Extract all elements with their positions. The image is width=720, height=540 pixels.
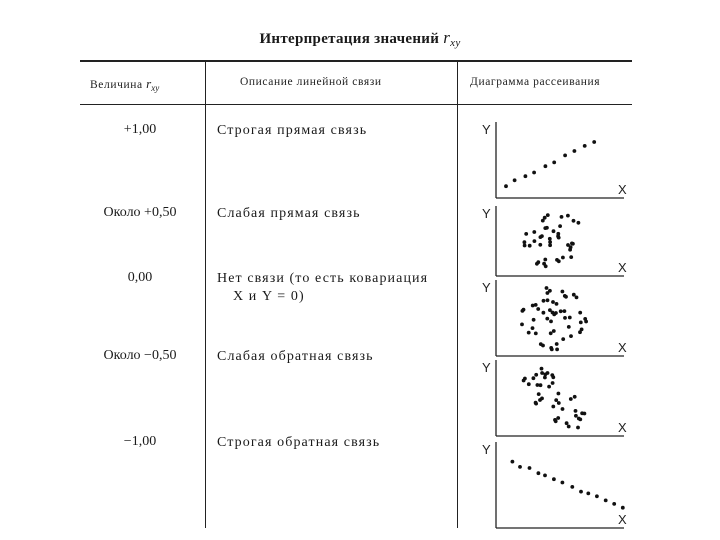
- scatter-point-3-15: [563, 316, 567, 320]
- scatter-point-4-17: [554, 398, 558, 402]
- scatter-point-3-19: [552, 329, 556, 333]
- y-axis-label-1: Y: [482, 122, 491, 137]
- table-title: [0, 28, 720, 48]
- scatter-point-3-26: [552, 313, 556, 317]
- scatter-point-5-3: [528, 466, 532, 470]
- header-diagram: Диаграмма рассеивания: [470, 76, 601, 88]
- header-rule: [80, 104, 632, 105]
- scatter-point-4-30: [537, 392, 541, 396]
- scatter-point-4-39: [565, 421, 569, 425]
- scatter-point-5-13: [612, 502, 616, 506]
- scatter-point-2-31: [535, 262, 539, 266]
- scatter-point-2-16: [577, 221, 581, 225]
- scatter-point-5-10: [586, 492, 590, 496]
- scatter-point-2-36: [561, 256, 565, 260]
- scatter-point-3-2: [572, 293, 576, 297]
- scatter-point-2-32: [572, 219, 576, 223]
- header-value-variable: r: [146, 76, 152, 91]
- scatter-point-3-8: [567, 325, 571, 329]
- scatter-point-4-32: [561, 407, 565, 411]
- y-axis-label-4: Y: [482, 360, 491, 375]
- row-2-value: Около +0,50: [103, 205, 177, 220]
- title-subscript: xy: [450, 37, 461, 49]
- scatter-point-2-24: [546, 213, 550, 217]
- scatter-point-5-11: [595, 494, 599, 498]
- scatter-point-3-33: [583, 317, 587, 321]
- scatter-point-2-30: [557, 236, 561, 240]
- scatter-point-1-3: [524, 174, 528, 178]
- scatter-point-5-2: [518, 465, 522, 469]
- scatter-point-1-4: [532, 171, 536, 175]
- scatter-point-5-6: [552, 477, 556, 481]
- column-divider-1: [205, 60, 206, 528]
- header-description: Описание линейной связи: [240, 76, 382, 88]
- scatter-point-3-24: [563, 309, 567, 313]
- scatter-point-1-8: [573, 149, 577, 153]
- scatter-point-3-42: [551, 300, 555, 304]
- scatter-point-2-38: [543, 216, 547, 220]
- scatter-point-2-22: [543, 258, 547, 262]
- scatter-point-4-18: [557, 392, 561, 396]
- scatter-point-3-21: [561, 337, 565, 341]
- scatter-point-2-14: [523, 244, 527, 248]
- scatter-point-1-1: [504, 184, 508, 188]
- row-3-value: 0,00: [127, 270, 153, 285]
- row-1-description: Строгая прямая связь: [217, 123, 368, 138]
- scatter-point-2-26: [533, 239, 537, 243]
- scatter-point-4-14: [557, 401, 561, 405]
- scatter-point-3-43: [545, 317, 549, 321]
- y-axis-label-5: Y: [482, 442, 491, 457]
- scatter-point-3-31: [564, 295, 568, 299]
- scatter-point-3-25: [569, 334, 573, 338]
- scatter-point-3-6: [549, 331, 553, 335]
- x-axis-label-2: X: [618, 260, 627, 275]
- scatter-point-3-29: [550, 348, 554, 352]
- row-5-value: −1,00: [123, 434, 157, 449]
- scatter-point-2-20: [532, 230, 536, 234]
- scatter-point-4-40: [550, 373, 554, 377]
- scatter-point-2-1: [528, 244, 532, 248]
- scatter-point-5-5: [543, 474, 547, 478]
- row-5-description: Строгая обратная связь: [217, 435, 381, 450]
- scatter-point-4-21: [556, 416, 560, 420]
- scatter-point-3-46: [545, 286, 549, 290]
- scatter-point-3-3: [561, 290, 565, 294]
- scatter-point-4-7: [534, 373, 538, 377]
- scatter-point-3-36: [534, 332, 538, 336]
- scatter-point-4-19: [553, 418, 557, 422]
- scatter-point-5-12: [604, 499, 608, 503]
- scatter-point-3-37: [539, 342, 543, 346]
- scatter-point-4-20: [576, 426, 580, 430]
- scatter-point-5-1: [511, 460, 515, 464]
- y-axis-label-3: Y: [482, 280, 491, 295]
- scatter-point-4-37: [551, 405, 555, 409]
- scatter-point-3-20: [555, 348, 559, 352]
- scatter-point-4-11: [534, 401, 538, 405]
- scatter-point-2-35: [542, 262, 546, 266]
- scatter-point-3-49: [542, 299, 546, 303]
- scatter-point-5-7: [561, 481, 565, 485]
- scatter-point-3-11: [520, 323, 524, 327]
- scatter-point-3-9: [536, 307, 540, 311]
- scatter-point-3-50: [568, 316, 572, 320]
- scatter-point-2-19: [548, 237, 552, 241]
- scatter-point-1-9: [583, 144, 587, 148]
- scatter-point-2-12: [524, 232, 528, 236]
- scatter-point-3-38: [559, 309, 563, 313]
- scatter-point-3-41: [579, 321, 583, 325]
- y-axis-label-2: Y: [482, 206, 491, 221]
- scatter-point-3-32: [532, 318, 536, 322]
- scatter-point-4-24: [532, 376, 536, 380]
- scatter-point-3-35: [531, 326, 535, 330]
- scatter-point-1-7: [563, 154, 567, 158]
- row-1-value: +1,00: [123, 122, 157, 137]
- scatter-point-2-29: [557, 259, 561, 263]
- scatter-point-2-37: [566, 214, 570, 218]
- scatter-point-3-18: [578, 311, 582, 315]
- scatter-point-3-13: [555, 342, 559, 346]
- x-axis-label-3: X: [618, 340, 627, 355]
- scatter-point-3-40: [542, 311, 546, 315]
- header-value: [90, 76, 159, 92]
- scatter-point-2-23: [570, 242, 574, 246]
- x-axis-label-4: X: [618, 420, 627, 435]
- scatter-point-4-33: [543, 373, 547, 377]
- header-value-subscript: xy: [151, 83, 160, 93]
- scatter-point-4-3: [569, 397, 573, 401]
- scatter-plot-4: [482, 360, 627, 436]
- row-4-description: Слабая обратная связь: [217, 349, 374, 364]
- scatter-point-3-10: [531, 304, 535, 308]
- scatter-point-3-39: [575, 296, 579, 300]
- title-variable: r: [443, 28, 451, 47]
- scatter-point-4-38: [578, 418, 582, 422]
- scatter-point-2-21: [560, 215, 564, 219]
- scatter-point-1-5: [544, 164, 548, 168]
- scatter-point-5-8: [570, 485, 574, 489]
- row-3-description-line1: Нет связи (то есть ковариация: [217, 271, 429, 286]
- scatter-plot-1: [482, 122, 627, 198]
- scatter-point-5-9: [579, 490, 583, 494]
- scatter-point-4-36: [523, 377, 527, 381]
- scatter-point-4-15: [527, 382, 531, 386]
- scatter-point-4-13: [539, 383, 543, 387]
- scatter-point-1-6: [552, 161, 556, 165]
- scatter-point-3-34: [521, 309, 525, 313]
- scatter-point-3-47: [527, 331, 531, 335]
- scatter-plot-2: [482, 206, 627, 276]
- scatter-point-4-5: [567, 425, 571, 429]
- scatter-point-4-26: [574, 409, 578, 413]
- scatter-point-1-10: [592, 140, 596, 144]
- scatter-point-2-5: [552, 229, 556, 233]
- scatter-point-3-44: [549, 320, 553, 324]
- row-2-description: Слабая прямая связь: [217, 206, 361, 221]
- scatter-point-2-34: [569, 255, 573, 259]
- scatter-point-5-4: [537, 471, 541, 475]
- scatter-point-3-48: [555, 302, 559, 306]
- x-axis-label-1: X: [618, 182, 627, 197]
- scatter-point-4-12: [583, 412, 587, 416]
- scatter-point-2-33: [569, 245, 573, 249]
- scatter-point-2-25: [539, 235, 543, 239]
- scatter-point-2-40: [523, 240, 527, 244]
- scatter-point-2-9: [545, 226, 549, 230]
- scatter-point-3-12: [548, 308, 552, 312]
- scatter-point-4-34: [540, 367, 544, 371]
- scatter-point-1-2: [513, 178, 517, 182]
- scatter-point-3-45: [546, 298, 550, 302]
- title-text: Интерпретация значений: [259, 31, 440, 47]
- scatter-point-4-23: [573, 395, 577, 399]
- scatter-plot-5: [482, 442, 627, 528]
- scatter-point-2-39: [538, 243, 542, 247]
- scatter-point-4-10: [540, 397, 544, 401]
- scatter-point-3-22: [548, 289, 552, 293]
- scatter-point-2-3: [558, 224, 562, 228]
- scatter-point-4-31: [551, 381, 555, 385]
- x-axis-label-5: X: [618, 512, 627, 527]
- scatter-point-5-14: [621, 506, 625, 510]
- scatter-plot-3: [482, 280, 627, 356]
- scatter-diagrams: [456, 110, 636, 530]
- row-4-value: Около −0,50: [103, 348, 177, 363]
- row-3-description-line2: X и Y = 0): [233, 289, 305, 304]
- scatter-point-4-9: [574, 414, 578, 418]
- top-rule: [80, 60, 632, 62]
- row-3-description: [217, 270, 428, 306]
- scatter-point-3-27: [578, 330, 582, 334]
- header-value-text: Величина: [90, 79, 143, 91]
- scatter-point-4-29: [547, 385, 551, 389]
